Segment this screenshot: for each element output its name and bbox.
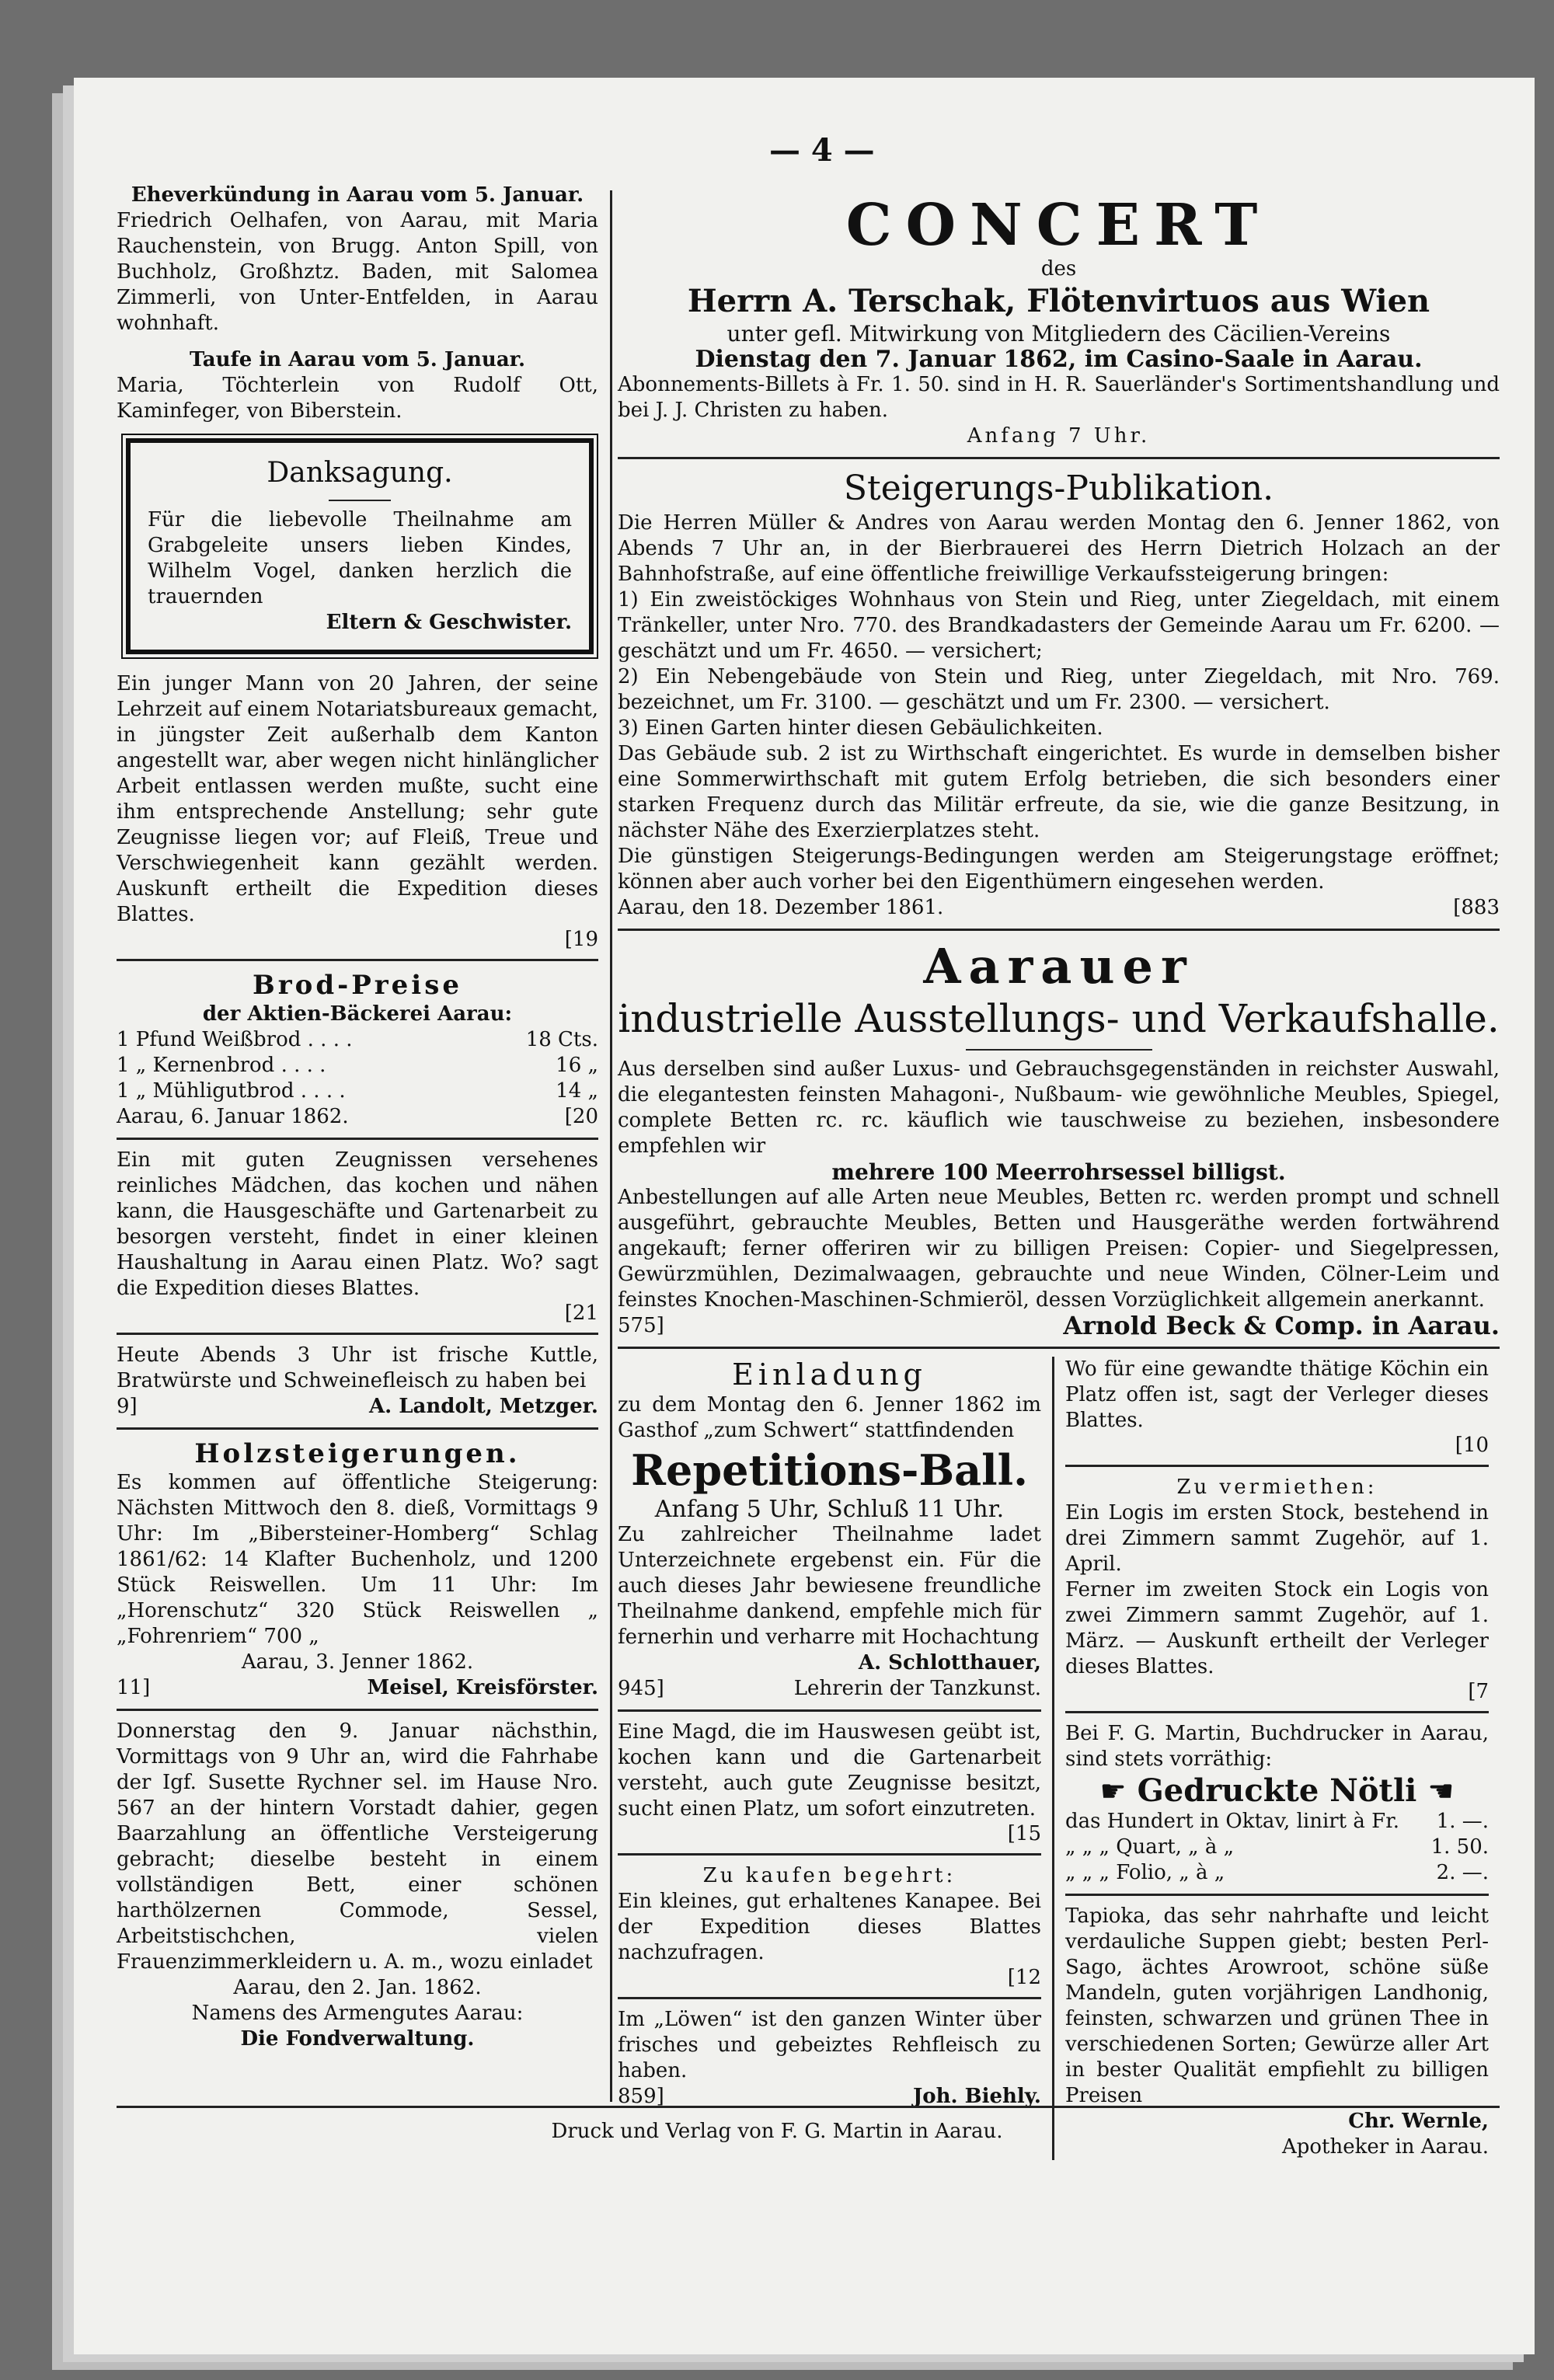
brodpreise-date: Aarau, 6. Januar 1862. — [117, 1105, 349, 1128]
bottom-rule — [117, 2106, 1500, 2108]
divider — [1065, 1465, 1489, 1467]
concert-title: CONCERT — [845, 192, 1272, 259]
einladung-ref: 945] — [618, 1677, 664, 1700]
koechin-ref: [10 — [1455, 1434, 1489, 1457]
steigerung-footer — [618, 895, 1500, 921]
halle-highlight: mehrere 100 Meerrohrsessel billigst. — [831, 1159, 1286, 1185]
eheverkuendung-title: Eheverkündung in Aarau vom 5. Januar. — [131, 183, 584, 207]
tapioka-signature-2: Apotheker in Aarau. — [1281, 2135, 1489, 2159]
vermiethen-text-2: Ferner im zweiten Stock ein Logis von zwei Zimmern sammt Zugehör, auf 1. März. — Auskunft ertheilt der Verleger dieses Blattes. — [1065, 1578, 1489, 1678]
steigerung-item-1: 1) Ein zweistöckiges Wohnhaus von Stein und Rieg, unter Ziegeldach, mit einem Tränkeller, unter Nro. 770. des Brandkadasters der Gemeinde Aarau um Fr. 6200. — geschätzt und um Fr. 4650. — versichert; — [618, 588, 1500, 663]
divider — [618, 1347, 1500, 1349]
noetli-label: „ „ „ Folio, „ à „ — [1065, 1861, 1225, 1884]
taufe-title: Taufe in Aarau vom 5. Januar. — [189, 348, 526, 371]
steigerung-ref: [883 — [1453, 896, 1500, 919]
versteigerung-text: Donnerstag den 9. Januar nächsthin, Vormittags von 9 Uhr an, wird die Fahrhabe der Igf. Susette Rychner sel. im Hause Nro. 567 an der hintern Vorstadt dahier, gegen Baarzahlung an öffentliche Versteigerung gebracht; dieselbe besteht in einem vollständigen Bett, einer schönen harthölzernen Commode, Sessel, Arbeitstischchen, vielen Frauenzimmerkleidern u. A. m., wozu einladet — [117, 1720, 598, 1974]
price-value: 14 „ — [556, 1079, 598, 1103]
noetli-value: 1. —. — [1436, 1810, 1489, 1833]
steigerung-title: Steigerungs-Publikation. — [843, 469, 1274, 508]
left-column — [117, 183, 598, 2052]
einladung-signature-2: Lehrerin der Tanzkunst. — [793, 1677, 1041, 1700]
holzsteigerungen-ref: 11] — [117, 1676, 151, 1699]
rehfleisch-ref: 859] — [618, 2085, 664, 2108]
divider — [618, 1997, 1041, 1999]
divider — [618, 457, 1500, 459]
noetli-row — [1065, 1809, 1489, 1835]
divider — [117, 1709, 598, 1711]
concert-start: Anfang 7 Uhr. — [967, 424, 1151, 448]
noetli-row — [1065, 1860, 1489, 1886]
concert-performer: Herrn A. Terschak, Flötenvirtuos aus Wien — [687, 283, 1430, 319]
kanape-ref: [12 — [1007, 1966, 1041, 1989]
holzsteigerungen-date: Aarau, 3. Jenner 1862. — [241, 1650, 474, 1674]
concert-mitwirkung: unter gefl. Mitwirkung von Mitgliedern des Cäcilien-Vereins — [726, 321, 1391, 347]
divider — [618, 1853, 1041, 1856]
kanape-title: Zu kaufen begehrt: — [702, 1864, 956, 1887]
column-divider — [610, 190, 612, 2102]
noetli-text: Bei F. G. Martin, Buchdrucker in Aarau, sind stets vorräthig: — [1065, 1722, 1489, 1771]
halle-text-2: Anbestellungen auf alle Arten neue Meubles, Betten rc. werden prompt und schnell ausgeführt, gebrauchte Meubles, Betten und Hausgeräthe werden fortwährend angekauft; ferner offeriren wir zu billigen Preisen: Copier- und Siegelpressen, Gewürzmühlen, Dezimalwaagen, gebrauchte und neue Winden, Cölner-Leim und feinstes Knochen-Maschinen-Schmieröl, dessen Vorzüglichkeit allgemein anerkannt. — [618, 1186, 1500, 1312]
noetli-value: 1. 50. — [1430, 1835, 1489, 1859]
noetli-title: Gedruckte Nötli — [1137, 1772, 1417, 1809]
brodpreise-ref: [20 — [564, 1105, 598, 1128]
magd-ref: [15 — [1007, 1822, 1041, 1845]
rehfleisch-signature: Joh. Biehly. — [912, 2085, 1041, 2108]
vermiethen-text-1: Ein Logis im ersten Stock, bestehend in drei Zimmern sammt Zugehör, auf 1. April. — [1065, 1501, 1489, 1576]
noetli-heading — [1065, 1772, 1489, 1809]
price-value: 16 „ — [556, 1054, 598, 1077]
divider — [117, 1138, 598, 1140]
pointing-hand-left-icon: ☚ — [1427, 1773, 1455, 1808]
price-row — [117, 1027, 598, 1053]
brodpreise-subtitle: der Aktien-Bäckerei Aarau: — [202, 1002, 513, 1026]
kuttle-text: Heute Abends 3 Uhr ist frische Kuttle, Bratwürste und Schweinefleisch zu haben bei — [117, 1343, 598, 1392]
steigerung-text-3: Die günstigen Steigerungs-Bedingungen werden am Steigerungstage eröffnet; können aber auch vorher bei den Eigenthümern eingesehen werden. — [618, 845, 1500, 894]
danksagung-box — [126, 438, 594, 654]
halle-text-1: Aus derselben sind außer Luxus- und Gebrauchsgegenständen in reichster Auswahl, die elegantesten feinsten Mahagoni-, Nußbaum- wie gewöhnliche Meubles, Spiegel, complete Betten rc. rc. käuflich wie tauschweise zu beziehen, insbesondere empfehlen wir — [618, 1058, 1500, 1158]
danksagung-signature: Eltern & Geschwister. — [326, 611, 572, 634]
brodpreise-title: Brod-Preise — [252, 970, 462, 1001]
noetli-row — [1065, 1835, 1489, 1860]
divider — [117, 1333, 598, 1335]
divider — [1065, 1711, 1489, 1713]
kuttle-footer — [117, 1394, 598, 1420]
magd-text: Eine Magd, die im Hauswesen geübt ist, kochen kann und die Gartenarbeit versteht, auch gute Zeugnisse besitzt, sucht einen Platz, um sofort einzutreten. — [618, 1720, 1041, 1821]
steigerung-item-3: 3) Einen Garten hinter diesen Gebäulichkeiten. — [618, 716, 1103, 740]
einladung-text-2: Zu zahlreicher Theilnahme ladet Unterzeichnete ergebenst ein. Für die auch dieses Jahr bewiesene freundliche Theilnahme dankend, empfehle mich für fernerhin und verharre mit Hochachtung — [618, 1523, 1041, 1649]
versteigerung-date: Aarau, den 2. Jan. 1862. — [233, 1976, 482, 1999]
divider — [117, 959, 598, 961]
divider — [618, 929, 1500, 931]
divider — [1065, 1894, 1489, 1896]
imprint-footer: Druck und Verlag von F. G. Martin in Aarau. — [551, 2120, 1003, 2143]
price-value: 18 Cts. — [525, 1028, 598, 1051]
halle-title: Aarauer — [923, 938, 1194, 995]
holzsteigerungen-signature: Meisel, Kreisförster. — [367, 1676, 598, 1699]
maedchen-ref: [21 — [564, 1302, 598, 1325]
price-label: 1 „ Mühligutbrod . . . . — [117, 1079, 346, 1103]
eheverkuendung-text: Friedrich Oelhafen, von Aarau, mit Maria Rauchenstein, von Brugg. Anton Spill, von Buchholz, Großhztz. Baden, mit Salomea Zimmerli, von Unter-Entfelden, in Aarau wohnhaft. — [117, 209, 598, 335]
einladung-text-1: zu dem Montag den 6. Jenner 1862 im Gasthof „zum Schwert“ stattfindenden — [618, 1393, 1041, 1442]
versteigerung-signature-2: Die Fondverwaltung. — [240, 2027, 475, 2051]
noetli-label: das Hundert in Oktav, linirt à Fr. — [1065, 1810, 1400, 1833]
price-row — [117, 1053, 598, 1078]
danksagung-title: Danksagung. — [267, 457, 453, 489]
divider — [329, 500, 391, 501]
kuttle-ref: 9] — [117, 1395, 138, 1418]
junger-mann-ref: [19 — [564, 928, 598, 951]
steigerung-item-2: 2) Ein Nebengebäude von Stein und Rieg, unter Ziegeldach, mit Nro. 769. bezeichnet, um Fr. 3100. — geschätzt und um Fr. 2300. — versichert. — [618, 665, 1500, 714]
subcolumn-left — [618, 1357, 1054, 2160]
einladung-footer — [618, 1676, 1041, 1702]
halle-subtitle: industrielle Ausstellungs- und Verkaufshalle. — [618, 996, 1500, 1041]
halle-footer — [618, 1313, 1500, 1339]
tapioka-signature-1: Chr. Wernle, — [1348, 2110, 1489, 2133]
price-label: 1 Pfund Weißbrod . . . . — [117, 1028, 353, 1051]
holzsteigerungen-footer — [117, 1675, 598, 1701]
price-label: 1 „ Kernenbrod . . . . — [117, 1054, 326, 1077]
steigerung-text-2: Das Gebäude sub. 2 ist zu Wirthschaft eingerichtet. Es wurde in demselben bisher eine Sommerwirthschaft mit gutem Erfolg betrieben, die sich besonders einer starken Frequenz durch das Militär erfreute, da sie, wie die ganze Besitzung, in nächster Nähe des Exerzierplatzes steht. — [618, 742, 1500, 842]
noetli-label: „ „ „ Quart, „ à „ — [1065, 1835, 1235, 1859]
halle-ref: 575] — [618, 1314, 664, 1337]
page-number: — 4 — — [769, 132, 875, 169]
pointing-hand-right-icon: ☛ — [1099, 1773, 1127, 1808]
einladung-time: Anfang 5 Uhr, Schluß 11 Uhr. — [654, 1496, 1005, 1523]
taufe-text: Maria, Töchterlein von Rudolf Ott, Kaminfeger, von Biberstein. — [117, 374, 598, 423]
subcolumn-right — [1054, 1357, 1500, 2160]
divider — [618, 1709, 1041, 1712]
divider — [966, 1049, 1152, 1051]
holzsteigerungen-title: Holzsteigerungen. — [194, 1438, 521, 1469]
price-row — [117, 1104, 598, 1130]
tapioka-text: Tapioka, das sehr nahrhafte und leicht verdauliche Suppen giebt; besten Perl-Sago, ächtes Arowroot, schöne süße Mandeln, guten vorjährigen Landhonig, feinsten, schwarzen und grünen Thee in verschiedenen Sorten; Gewürze aller Art in bester Qualität empfiehlt zu billigen Preisen — [1065, 1904, 1489, 2107]
maedchen-text: Ein mit guten Zeugnissen versehenes reinliches Mädchen, das kochen und nähen kann, die Hausgeschäfte und Gartenarbeit zu besorgen versteht, findet in einer kleinen Haushaltung in Aarau einen Platz. Wo? sagt die Expedition dieses Blattes. — [117, 1148, 598, 1300]
junger-mann-text: Ein junger Mann von 20 Jahren, der seine Lehrzeit auf einem Notariatsbureaux gemacht, in jüngster Zeit außerhalb dem Kanton angestellt war, aber wegen nicht hinlänglicher Arbeit entlassen werden mußte, sucht eine ihm entsprechende Anstellung; sehr gute Zeugnisse liegen vor; auf Fleiß, Treue und Verschwiegenheit kann gezählt werden. Auskunft ertheilt die Expedition dieses Blattes. — [117, 672, 598, 926]
steigerung-text-1: Die Herren Müller & Andres von Aarau werden Montag den 6. Jenner 1862, von Abends 7 Uhr an, in der Bierbrauerei des Herrn Dietrich Holzach an der Bahnhofstraße, auf eine öffentliche freiwillige Verkaufssteigerung bringen: — [618, 511, 1500, 586]
einladung-signature-1: A. Schlotthauer, — [858, 1651, 1041, 1674]
kanape-text: Ein kleines, gut erhaltenes Kanapee. Bei der Expedition dieses Blattes nachzufragen. — [618, 1890, 1041, 1964]
concert-des: des — [1040, 257, 1077, 281]
kuttle-signature: A. Landolt, Metzger. — [368, 1395, 598, 1418]
vermiethen-ref: [7 — [1468, 1680, 1489, 1703]
danksagung-text: Für die liebevolle Theilnahme am Grabgeleite unsers lieben Kindes, Wilhelm Vogel, danken herzlich die trauernden — [148, 508, 572, 608]
price-row — [117, 1078, 598, 1104]
einladung-ball: Repetitions-Ball. — [631, 1445, 1028, 1495]
divider — [117, 1427, 598, 1430]
halle-signature: Arnold Beck & Comp. in Aarau. — [1063, 1311, 1500, 1340]
right-column — [618, 194, 1500, 2160]
einladung-title: Einladung — [732, 1357, 927, 1392]
right-subcolumns — [618, 1357, 1500, 2160]
concert-tickets: Abonnements-Billets à Fr. 1. 50. sind in H. R. Sauerländer's Sortimentshandlung und bei J. J. Christen zu haben. — [618, 373, 1500, 422]
koechin-text: Wo für eine gewandte thätige Köchin ein Platz offen ist, sagt der Verleger dieses Blattes. — [1065, 1357, 1489, 1432]
vermiethen-title: Zu vermiethen: — [1176, 1476, 1378, 1499]
concert-date-place: Dienstag den 7. Januar 1862, im Casino-Saale in Aarau. — [695, 346, 1423, 373]
rehfleisch-text: Im „Löwen“ ist den ganzen Winter über frisches und gebeiztes Rehfleisch zu haben. — [618, 2008, 1041, 2082]
noetli-value: 2. —. — [1436, 1861, 1489, 1884]
versteigerung-signature-1: Namens des Armengutes Aarau: — [191, 2002, 524, 2025]
steigerung-date: Aarau, den 18. Dezember 1861. — [618, 896, 944, 919]
holzsteigerungen-text: Es kommen auf öffentliche Steigerung: Nächsten Mittwoch den 8. dieß, Vormittags 9 Uhr: Im „Bibersteiner-Homberg“ Schlag 1861/62: 14 Klafter Buchenholz, und 1200 Stück Reiswellen. Um 11 Uhr: Im „Horenschutz“ 320 Stück Reiswellen „ „Fohrenriem“ 700 „ — [117, 1471, 598, 1648]
